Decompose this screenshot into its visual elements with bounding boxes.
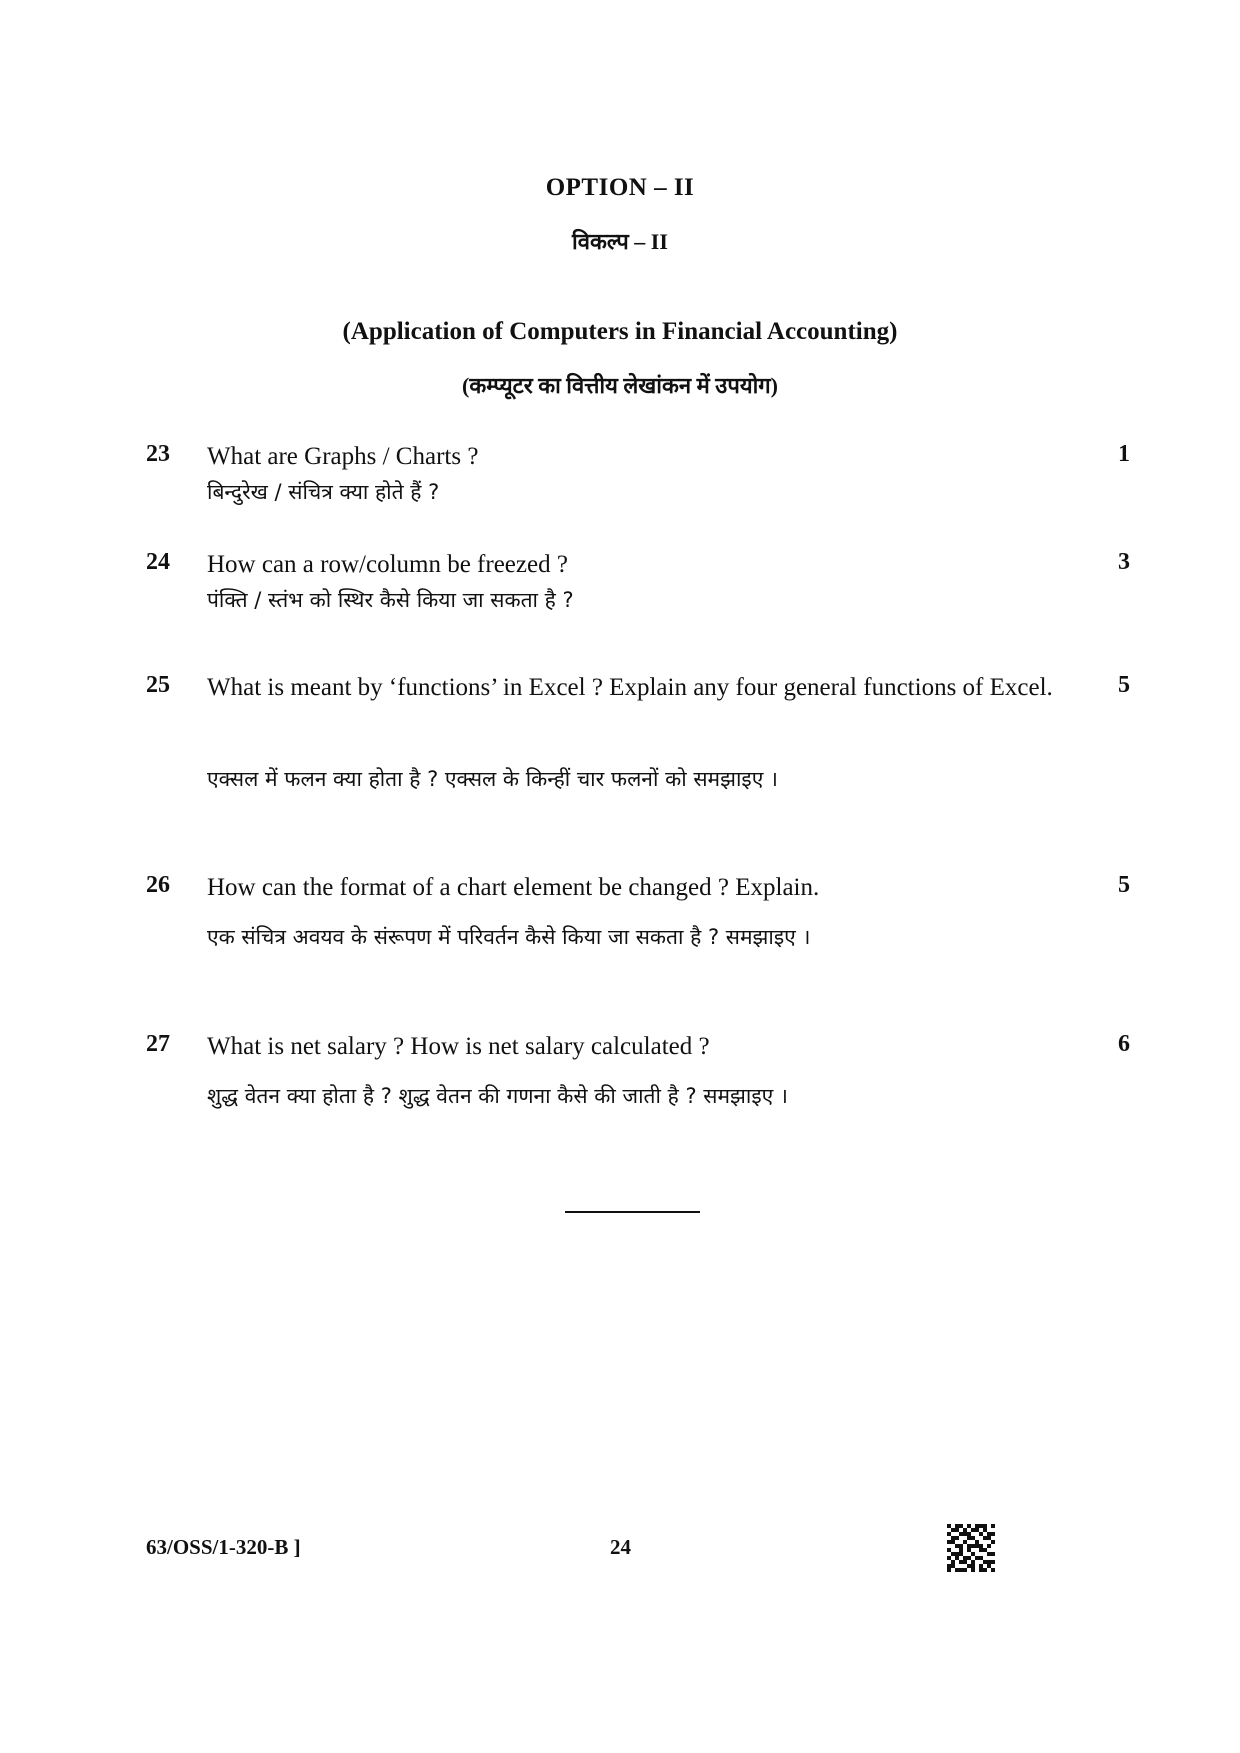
section-title: (Application of Computers in Financial Accounting) xyxy=(342,318,898,345)
option-title: OPTION – II xyxy=(545,174,695,201)
question-text-hindi: एक संचित्र अवयव के संरूपण में परिवर्तन कैसे किया जा सकता है ? समझाइए । xyxy=(207,925,811,949)
section-title-hindi: (कम्प्यूटर का वित्तीय लेखांकन में उपयोग) xyxy=(462,373,778,398)
question-marks: 5 xyxy=(1118,872,1130,898)
question-marks: 5 xyxy=(1118,672,1130,698)
end-of-section-rule xyxy=(565,1211,700,1213)
question-text-english: What are Graphs / Charts ? xyxy=(207,443,479,470)
question-text-hindi: शुद्ध वेतन क्या होता है ? शुद्ध वेतन की गणना कैसे की जाती है ? समझाइए । xyxy=(207,1084,788,1108)
option-title-hindi: विकल्प – II xyxy=(572,229,668,254)
question-marks: 1 xyxy=(1118,441,1130,467)
question-text-hindi: पंक्ति / स्तंभ को स्थिर कैसे किया जा सकता है ? xyxy=(207,588,574,612)
question-text-english: How can a row/column be freezed ? xyxy=(207,551,568,578)
question-number: 25 xyxy=(146,672,170,698)
question-text-hindi: बिन्दुरेख / संचित्र क्या होते हैं ? xyxy=(207,480,440,504)
question-number: 24 xyxy=(146,549,170,575)
qr-code-icon xyxy=(947,1524,995,1572)
question-text-english: What is net salary ? How is net salary calculated ? xyxy=(207,1033,710,1060)
question-text-english: How can the format of a chart element be changed ? Explain. xyxy=(207,874,820,901)
question-text-hindi: एक्सल में फलन क्या होता है ? एक्सल के किन्हीं चार फलनों को समझाइए । xyxy=(207,767,778,791)
question-marks: 6 xyxy=(1118,1031,1130,1057)
question-number: 23 xyxy=(146,441,170,467)
page-number: 24 xyxy=(610,1535,631,1559)
question-number: 26 xyxy=(146,872,170,898)
paper-code: 63/OSS/1-320-B ] xyxy=(146,1535,301,1559)
question-number: 27 xyxy=(146,1031,170,1057)
question-marks: 3 xyxy=(1118,549,1130,575)
question-text-english: What is meant by ‘functions’ in Excel ? Explain any four general functions of Excel. xyxy=(207,674,1053,701)
